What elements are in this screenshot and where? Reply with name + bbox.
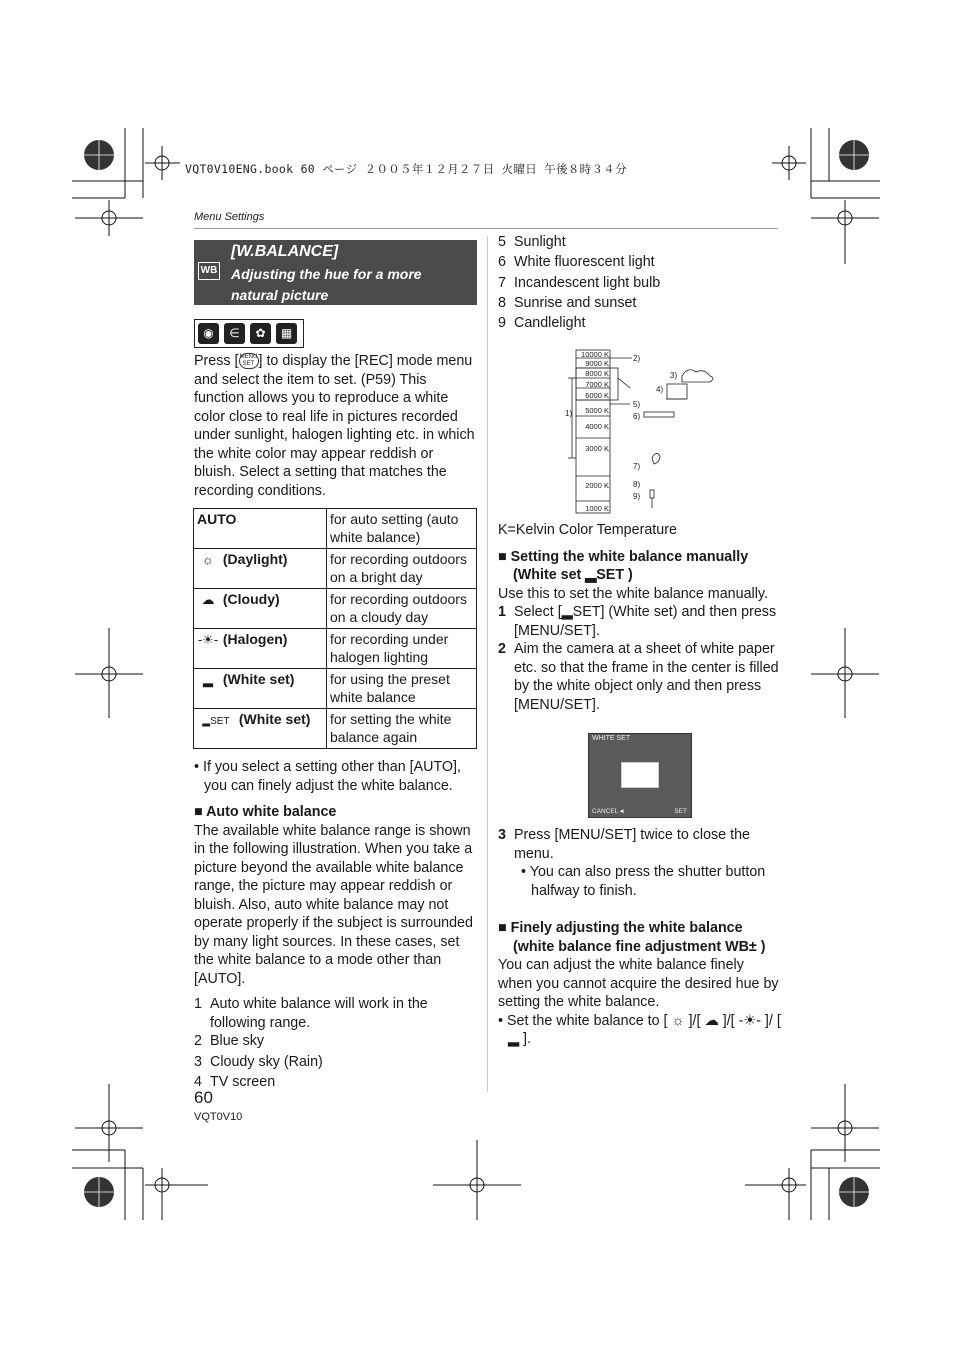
- right-column-fine: [498, 826, 782, 1049]
- screen-cancel: CANCEL◄: [592, 808, 625, 815]
- page-code: VQT0V10: [194, 1111, 243, 1123]
- auto-wb-body: The available white balance range is shown in the following illustration. When you take a picture beyond the available white balance range, the picture may appear reddish or bluish. Also, auto white balance may not operate properly if the subject is surrounded by many light sources. In these cases, set the white balance to a mode other than [AUTO].: [194, 822, 473, 987]
- economy-mode-icon: ∈: [224, 323, 245, 344]
- page-number: 60: [194, 1088, 213, 1107]
- table-row: ▂ (White set) for using the preset white balance: [194, 669, 477, 709]
- left-column-lower: [194, 758, 478, 1092]
- white-set-screen: [588, 733, 692, 818]
- kelvin-tick: 1000 K: [585, 504, 609, 513]
- mode-icons: [194, 319, 304, 348]
- list-item: 6 White fluorescent light: [498, 254, 655, 271]
- table-row: ▂SET (White set) for setting the white balance again: [194, 709, 477, 749]
- marker-label: 1): [565, 409, 573, 418]
- list-item: 3 Cloudy sky (Rain): [194, 1053, 323, 1070]
- list-item: 2 Aim the camera at a sheet of white paper etc. so that the frame in the center is filled by the white object only and then press [MENU/SET].: [498, 641, 779, 713]
- column-divider: [487, 236, 488, 1092]
- page-subtitle: Adjusting the hue for a more natural picture: [231, 266, 422, 303]
- kelvin-tick: 9000 K: [585, 359, 609, 368]
- marker-label: 5): [633, 400, 641, 409]
- screen-set: SET: [674, 808, 687, 815]
- page-title: [W.BALANCE]: [231, 243, 339, 260]
- list-item: 5 Sunlight: [498, 234, 566, 250]
- kelvin-caption: K=Kelvin Color Temperature: [498, 522, 677, 538]
- table-row: ☁ (Cloudy) for recording outdoors on a cloudy day: [194, 589, 477, 629]
- section-label: Menu Settings: [194, 211, 265, 223]
- right-column-manual: [498, 521, 782, 714]
- wb-icon: WB: [198, 262, 220, 280]
- kelvin-diagram: [564, 346, 724, 516]
- kelvin-tick: 10000 K: [581, 350, 609, 359]
- list-item: 7 Incandescent light bulb: [498, 274, 661, 291]
- print-header-line: VQT0V10ENG.book 60 ページ ２００５年１２月２７日 火曜日 午後８時３４分: [185, 162, 627, 176]
- fine-heading: ■ Finely adjusting the white balance (white balance fine adjustment WB± ): [498, 920, 766, 955]
- list-item: 1 Select [▂SET] (White set) and then press [MENU/SET].: [498, 604, 777, 639]
- white-frame: [621, 762, 659, 788]
- daylight-icon: ☼: [202, 552, 214, 567]
- white-set-icon: ▂: [203, 672, 213, 687]
- kelvin-tick: 3000 K: [585, 444, 609, 453]
- kelvin-tick: 7000 K: [585, 380, 609, 389]
- intro-paragraph: Press [MENU SET ] to display the [REC] mode menu and select the item to set. (P59) This function allows you to reproduce a white color close to real life in pictures recorded under sunlight, halogen lighting etc. in which the white color may appear reddish or bluish. Select a setting that matches the recording conditions.: [194, 353, 475, 499]
- list-item: 9 Candlelight: [498, 315, 586, 332]
- list-item: 2 Blue sky: [194, 1033, 265, 1049]
- marker-label: 2): [633, 354, 641, 363]
- marker-label: 7): [633, 462, 641, 471]
- cloudy-icon: ☁: [201, 592, 215, 607]
- white-set-again-icon: ▂SET: [202, 716, 230, 727]
- list-item: 4 TV screen: [194, 1074, 276, 1090]
- note-fine-adjust: • If you select a setting other than [AUTO], you can finely adjust the white balance.: [194, 759, 461, 794]
- menu-set-icon: MENU SET: [239, 354, 258, 368]
- auto-wb-list: [194, 995, 478, 1092]
- kelvin-tick: 6000 K: [585, 391, 609, 400]
- motion-picture-icon: ▦: [276, 323, 297, 344]
- fine-note: • Set the white balance to [ ☼ ]/[ ☁ ]/[ -☀- ]/ [ ▂ ].: [498, 1012, 781, 1047]
- step3-note: • You can also press the shutter button halfway to finish.: [521, 864, 766, 899]
- kelvin-tick: 5000 K: [585, 406, 609, 415]
- manual-intro: Use this to set the white balance manually.: [498, 585, 768, 602]
- screen-title: WHITE SET: [592, 735, 631, 742]
- kelvin-tick: 8000 K: [585, 369, 609, 378]
- kelvin-tick: 4000 K: [585, 422, 609, 431]
- header-rule: [194, 228, 778, 229]
- marker-label: 4): [656, 385, 664, 394]
- auto-wb-heading: ■ Auto white balance: [194, 804, 337, 820]
- marker-label: 6): [633, 412, 641, 421]
- table-row: AUTO for auto setting (auto white balance): [194, 509, 477, 549]
- manual-heading: ■ Setting the white balance manually (White set ▂SET ): [498, 548, 749, 583]
- list-item: 3 Press [MENU/SET] twice to close the menu.: [498, 827, 750, 862]
- list-item: 1 Auto white balance will work in the following range.: [194, 996, 428, 1031]
- white-balance-table: [193, 508, 477, 749]
- table-row: ☼ (Daylight) for recording outdoors on a bright day: [194, 549, 477, 589]
- camera-mode-icon: ◉: [198, 323, 219, 344]
- marker-label: 3): [670, 371, 678, 380]
- marker-label: 9): [633, 492, 641, 501]
- table-row: -☀- (Halogen) for recording under halogen lighting: [194, 629, 477, 669]
- right-column-list: [498, 232, 782, 333]
- marker-label: 8): [633, 480, 641, 489]
- title-box: [194, 240, 477, 305]
- halogen-icon: -☀-: [197, 632, 219, 647]
- kelvin-tick: 2000 K: [585, 481, 609, 490]
- list-item: 8 Sunrise and sunset: [498, 294, 637, 311]
- macro-mode-icon: ✿: [250, 323, 271, 344]
- fine-body: You can adjust the white balance finely when you cannot acquire the desired hue by setting the white balance.: [498, 957, 779, 1010]
